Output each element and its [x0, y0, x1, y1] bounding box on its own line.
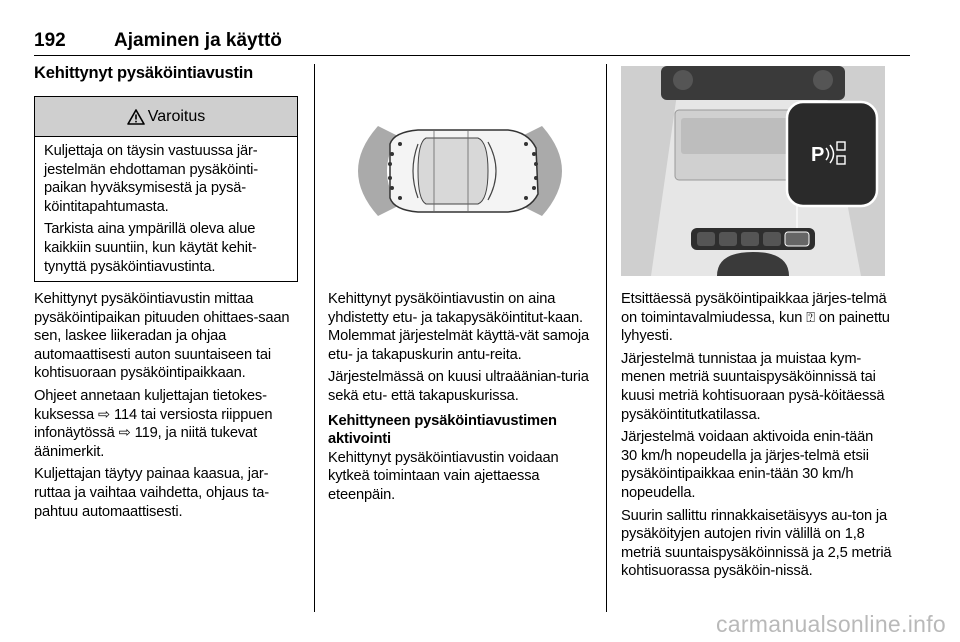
column-1	[34, 290, 302, 525]
column-2	[328, 290, 596, 509]
paragraph: Kuljettajan täytyy painaa kaasua, jar-ruttaa ja vaihtaa vaihdetta, ohjaus ta-pahtuu automaattisesti.	[34, 466, 270, 520]
chapter-title: Ajaminen ja käyttö	[114, 30, 282, 51]
warning-paragraph: Tarkista aina ympärillä oleva alue kaikkiin suuntiin, kun käytät kehit-tynyttä pysäköintiavustinta.	[44, 221, 257, 275]
warning-paragraph: Kuljettaja on täysin vastuussa jär-jestelmän ehdottaman pysäköinti-paikan hyväksymisestä ja pysä-köintitapahtumasta.	[44, 143, 258, 215]
warning-icon	[127, 109, 145, 125]
column-divider	[314, 64, 315, 612]
page-number: 192	[34, 30, 66, 51]
warning-title: Varoitus	[147, 107, 206, 125]
warning-box	[34, 96, 298, 282]
parking-sensor-illustration	[328, 66, 592, 276]
paragraph: Ohjeet annetaan kuljettajan tietokes-kuksessa ⇨ 114 tai versiosta riippuen infonäytössä ⇨ 119, ja niitä tukevat äänimerkit.	[34, 387, 273, 460]
paragraph: Etsittäessä pysäköintipaikkaa järjes-telmä on toimintavalmiudessa, kun ⍰ on painettu lyhyesti.	[621, 291, 890, 345]
section-title: Kehittynyt pysäköintiavustin	[34, 64, 254, 82]
paragraph: Kehittynyt pysäköintiavustin on aina yhdistetty etu- ja takapysäköintitut-kaan. Molemmat järjestelmät käyttä-vät samoja etu- ja takapuskurin antu-reita.	[328, 291, 590, 363]
paragraph: Järjestelmässä on kuusi ultraäänian-turia sekä etu- että takapuskurissa.	[328, 369, 589, 404]
parking-button-callout	[787, 102, 877, 206]
paragraph: Järjestelmä tunnistaa ja muistaa kym-menen metriä suuntaispysäköinnissä tai kuusi metriä kohtisuoraan pysä-köitäessä pysäköintitutkatilassa.	[621, 350, 885, 423]
page-header	[34, 30, 910, 56]
paragraph: Kehittynyt pysäköintiavustin voidaan kytkeä toimintaan vain ajettaessa eteenpäin.	[328, 449, 559, 503]
svg-text:P: P	[811, 144, 825, 166]
center-console-photo	[621, 66, 885, 276]
subheading: Kehittyneen pysäköintiavustimen aktivointi	[328, 412, 557, 448]
paragraph: Kehittynyt pysäköintiavustin mittaa pysäköintipaikan pituuden ohittaes-saan sen, laskee liikeradan ja ohjaa automaattisesti auton suuntaiseen tai kohtisuoraan pysäköintipaikkaan.	[34, 291, 290, 382]
paragraph: Suurin sallittu rinnakkaisetäisyys au-ton ja pysäköityjen autojen rivin välillä on 1,8 metriä suuntaispysäköinnissä ja 2,5 metriä kohtisuorassa pysäköin-nissä.	[621, 507, 892, 580]
warning-header	[35, 97, 297, 137]
watermark: carmanualsonline.info	[715, 611, 946, 637]
column-divider	[606, 64, 607, 612]
column-3	[621, 290, 893, 585]
paragraph: Järjestelmä voidaan aktivoida enin-tään 30 km/h nopeudella ja järjes-telmä etsii pysäköintipaikkaa enin-tään 30 km/h nopeudella.	[621, 429, 874, 501]
